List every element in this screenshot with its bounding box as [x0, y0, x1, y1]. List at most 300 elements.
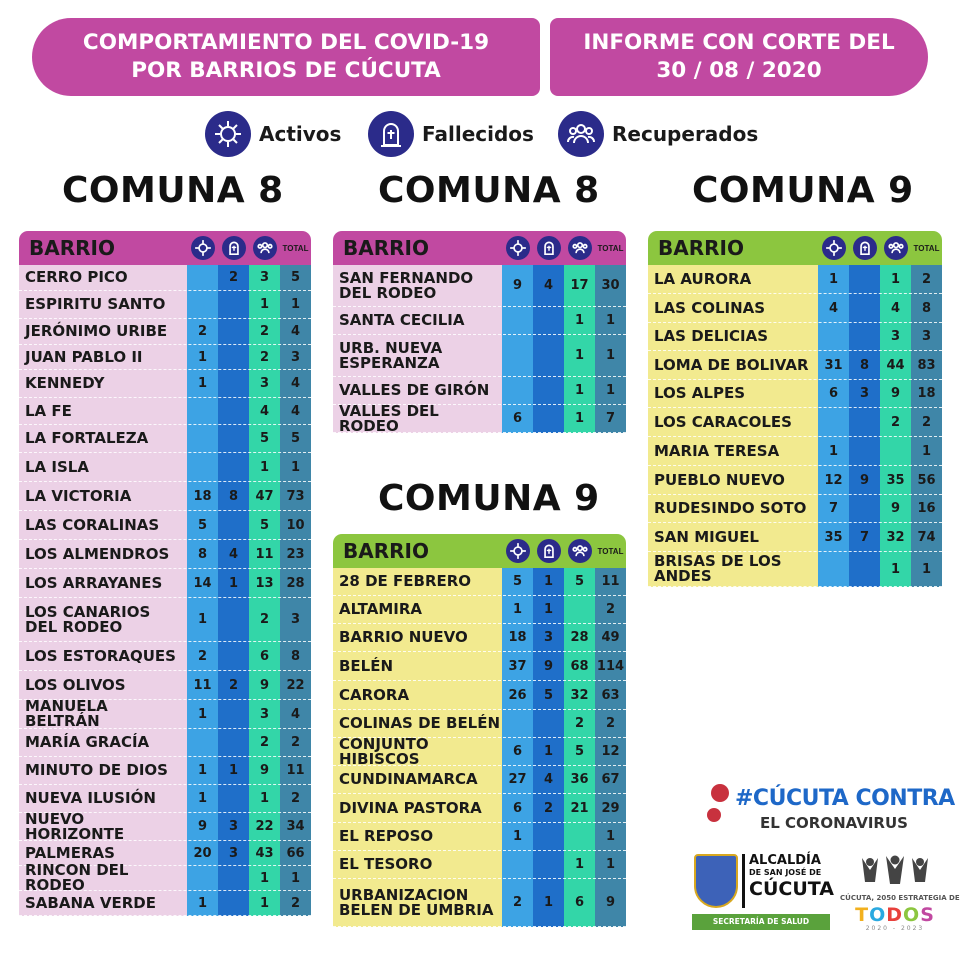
total-value: 3	[290, 349, 301, 365]
recuperados-value: 1	[259, 297, 270, 312]
total-value: 1	[290, 870, 301, 886]
recuperados-value: 5	[574, 574, 585, 589]
recuperados-value: 5	[259, 517, 270, 533]
table-row	[19, 861, 311, 894]
total-value: 1	[290, 297, 301, 312]
fallecidos-value: 1	[228, 763, 239, 778]
total-value: 1	[921, 443, 932, 459]
recuperados-value: 1	[259, 870, 270, 886]
barrio-name: LA FE	[25, 401, 72, 420]
activos-value: 9	[512, 278, 523, 293]
total-value: 8	[290, 648, 301, 664]
table-row	[333, 766, 626, 794]
table-row	[19, 598, 311, 642]
table-header	[648, 231, 942, 265]
recuperados-value: 4	[890, 300, 901, 316]
table-row	[19, 482, 311, 511]
barrio-name: NUEVO HORIZONTE	[25, 809, 125, 843]
activos-value: 6	[512, 411, 523, 426]
barrio-table-comuna-8-a	[19, 231, 311, 916]
barrio-name: SANTA CECILIA	[339, 311, 465, 329]
barrio-name: NUEVA ILUSIÓN	[25, 789, 156, 807]
table-row	[19, 345, 311, 370]
table-row	[333, 879, 626, 927]
table-row	[333, 624, 626, 652]
barrio-column-header: BARRIO	[343, 236, 429, 260]
total-value: 28	[286, 575, 305, 591]
todos-tagline: CÚCUTA, 2050 ESTRATEGIA DE	[840, 894, 960, 902]
coat-of-arms-icon	[694, 854, 738, 908]
barrio-column-header: BARRIO	[29, 236, 115, 260]
barrio-name: LA FORTALEZA	[25, 429, 149, 447]
table-row	[333, 596, 626, 624]
virus-icon	[707, 808, 721, 822]
total-value: 34	[286, 819, 305, 834]
barrio-name: CONJUNTO HIBISCOS	[339, 734, 429, 768]
barrio-name: ALTAMIRA	[339, 600, 423, 618]
table-row	[19, 671, 311, 700]
total-value: 66	[286, 845, 305, 861]
barrio-column-header: BARRIO	[658, 236, 744, 260]
activos-value: 2	[512, 895, 523, 910]
total-value: 10	[286, 517, 305, 533]
barrio-name: MANUELA BELTRÁN	[25, 697, 108, 730]
todos-logo	[840, 852, 960, 932]
activos-value: 5	[197, 517, 208, 533]
table-row	[648, 552, 942, 587]
table-row	[333, 851, 626, 879]
activos-value: 31	[824, 357, 843, 373]
barrio-name: LOMA DE BOLIVAR	[654, 355, 809, 374]
table-row	[648, 466, 942, 495]
tombstone-icon	[368, 111, 414, 157]
barrio-name: KENNEDY	[25, 374, 105, 392]
barrio-name: BARRIO NUEVO	[339, 628, 468, 646]
campaign-logo	[705, 776, 955, 836]
total-value: 63	[601, 687, 620, 703]
table-body	[19, 265, 311, 916]
recuperados-value: 2	[259, 324, 270, 339]
recuperados-value: 5	[259, 431, 270, 446]
table-header	[19, 231, 311, 265]
activos-value: 1	[197, 791, 208, 806]
todos-letter: S	[920, 904, 935, 926]
column-header-virus	[502, 539, 533, 563]
barrio-name: CUNDINAMARCA	[339, 770, 478, 788]
campaign-hashtag: #CÚCUTA CONTRA	[735, 786, 955, 811]
total-value: 4	[290, 706, 301, 722]
report-date-banner	[550, 18, 928, 96]
comuna-heading: COMUNA 9	[692, 170, 914, 211]
table-row	[19, 291, 311, 319]
table-row	[19, 453, 311, 482]
fallecidos-value: 8	[859, 357, 870, 373]
alcaldia-name	[742, 853, 834, 908]
total-value: 49	[601, 630, 620, 645]
barrio-name: LOS ALMENDROS	[25, 544, 170, 563]
activos-value: 1	[197, 376, 208, 391]
activos-value: 6	[828, 386, 839, 401]
todos-word	[840, 904, 950, 926]
barrio-name: LAS COLINAS	[654, 298, 766, 317]
total-value: 18	[917, 386, 936, 401]
fallecidos-value: 3	[228, 819, 239, 834]
activos-value: 6	[512, 744, 523, 759]
legend-recuperados-label: Recuperados	[612, 122, 759, 146]
total-value: 74	[917, 529, 936, 545]
tombstone-icon	[222, 236, 246, 260]
barrio-name: PUEBLO NUEVO	[654, 470, 785, 489]
table-row	[19, 757, 311, 785]
recuperados-value: 9	[890, 501, 901, 516]
recuperados-value: 2	[259, 735, 270, 750]
total-value: 83	[917, 357, 936, 373]
tombstone-icon	[537, 539, 561, 563]
virus-icon	[506, 236, 530, 260]
alcaldia-logo	[692, 848, 834, 934]
table-row	[19, 265, 311, 291]
fallecidos-value: 3	[543, 630, 554, 645]
recuperados-value: 68	[570, 658, 589, 674]
recuperados-value: 36	[570, 772, 589, 787]
total-value: 2	[921, 414, 932, 430]
activos-value: 27	[508, 772, 527, 787]
fallecidos-value: 1	[543, 574, 554, 589]
alcaldia-line-2: DE SAN JOSÉ DE	[749, 868, 822, 877]
recuperados-value: 2	[890, 414, 901, 430]
recuperados-value: 6	[259, 648, 270, 664]
barrio-name: LOS ARRAYANES	[25, 573, 163, 592]
recuperados-value: 2	[574, 716, 585, 731]
total-value: 1	[605, 829, 616, 844]
activos-value: 11	[193, 677, 212, 693]
table-row	[333, 710, 626, 738]
column-header-tombstone	[218, 236, 249, 260]
table-row	[648, 495, 942, 523]
activos-value: 1	[512, 829, 523, 844]
fallecidos-value: 4	[543, 278, 554, 293]
todos-letter: T	[855, 904, 870, 926]
barrio-name: LOS CANARIOS DEL RODEO	[25, 602, 151, 636]
recuperados-value: 3	[259, 376, 270, 391]
fallecidos-value: 4	[228, 546, 239, 562]
recuperados-value: 9	[259, 677, 270, 693]
table-row	[333, 652, 626, 681]
column-header-people	[880, 236, 911, 260]
alcaldia-line-3: CÚCUTA	[749, 878, 834, 900]
barrio-name: URBANIZACION BELEN DE UMBRIA	[339, 885, 494, 919]
recuperados-value: 2	[259, 349, 270, 365]
comuna-heading: COMUNA 8	[62, 170, 284, 211]
table-row	[333, 401, 626, 435]
activos-value: 1	[197, 612, 208, 627]
table-body	[333, 568, 626, 927]
table-row	[648, 351, 942, 380]
table-row	[19, 511, 311, 540]
table-row	[19, 891, 311, 916]
recuperados-value: 3	[259, 270, 270, 285]
table-row	[648, 323, 942, 351]
column-header-virus	[187, 236, 218, 260]
barrio-name: LOS ALPES	[654, 384, 746, 402]
barrio-name: MARÍA GRACÍA	[25, 733, 150, 751]
fallecidos-value: 3	[859, 386, 870, 401]
legend-fallecidos-label: Fallecidos	[422, 122, 534, 146]
barrio-name: JUAN PABLO II	[25, 347, 143, 366]
total-value: 73	[286, 488, 305, 504]
fallecidos-value: 1	[228, 575, 239, 591]
barrio-name: URB. NUEVA ESPERANZA	[339, 338, 443, 372]
total-value: 1	[290, 459, 301, 475]
total-value: 30	[601, 278, 620, 293]
table-row	[19, 319, 311, 345]
table-row	[19, 398, 311, 425]
todos-letter: O	[903, 904, 921, 926]
total-value: 29	[601, 800, 620, 816]
people-icon	[558, 111, 604, 157]
people-icon	[568, 236, 592, 260]
barrio-name: LA AURORA	[654, 269, 752, 288]
activos-value: 8	[197, 546, 208, 562]
total-value: 2	[605, 602, 616, 617]
recuperados-value: 4	[259, 403, 270, 419]
recuperados-value: 9	[259, 763, 270, 778]
table-row	[19, 642, 311, 671]
virus-icon	[205, 111, 251, 157]
title-line-1: COMPORTAMIENTO DEL COVID-19	[82, 30, 490, 55]
barrio-name: CERRO PICO	[25, 268, 128, 286]
column-header-virus	[818, 236, 849, 260]
total-value: 114	[596, 658, 625, 674]
recuperados-value: 3	[259, 706, 270, 722]
people-figures-icon	[852, 852, 938, 892]
table-row	[333, 568, 626, 596]
column-header-people	[249, 236, 280, 260]
activos-value: 6	[512, 800, 523, 816]
recuperados-value: 13	[255, 575, 274, 591]
barrio-name: MINUTO DE DIOS	[25, 761, 168, 779]
table-body	[648, 265, 942, 587]
barrio-name: LOS CARACOLES	[654, 412, 792, 431]
total-value: 23	[286, 546, 305, 562]
activos-value: 1	[512, 602, 523, 617]
people-icon	[884, 236, 908, 260]
activos-value: 1	[197, 895, 208, 911]
total-value: 1	[605, 313, 616, 328]
barrio-name: SABANA VERDE	[25, 893, 156, 912]
legend-activos-label: Activos	[259, 122, 342, 146]
activos-value: 1	[828, 271, 839, 287]
column-header-tombstone	[533, 539, 564, 563]
barrio-name: SAN MIGUEL	[654, 527, 759, 546]
total-value: 67	[601, 772, 620, 787]
comuna-heading: COMUNA 9	[378, 478, 600, 519]
total-value: 11	[286, 763, 305, 778]
barrio-name: EL TESORO	[339, 855, 433, 873]
total-value: 56	[917, 472, 936, 488]
recuperados-value: 1	[574, 348, 585, 363]
activos-value: 2	[197, 648, 208, 664]
total-value: 4	[290, 376, 301, 391]
recuperados-value: 1	[890, 271, 901, 287]
recuperados-value: 1	[259, 791, 270, 806]
activos-value: 2	[197, 324, 208, 339]
report-date: 30 / 08 / 2020	[656, 58, 822, 83]
fallecidos-value: 2	[228, 677, 239, 693]
total-value: 2	[290, 895, 301, 911]
barrio-name: RINCON DEL RODEO	[25, 861, 129, 894]
total-value: 2	[921, 271, 932, 287]
virus-icon	[506, 539, 530, 563]
recuperados-value: 21	[570, 800, 589, 816]
barrio-name: SAN FERNANDO DEL RODEO	[339, 268, 474, 302]
table-header	[333, 534, 626, 568]
table-row	[19, 540, 311, 569]
table-row	[333, 734, 626, 768]
barrio-name: LAS DELICIAS	[654, 327, 769, 345]
report-line-1: INFORME CON CORTE DEL	[583, 30, 895, 55]
barrio-name: LA VICTORIA	[25, 486, 132, 505]
table-row	[19, 729, 311, 757]
recuperados-value: 32	[886, 529, 905, 545]
recuperados-value: 1	[259, 895, 270, 911]
recuperados-value: 44	[886, 357, 905, 373]
table-row	[19, 697, 311, 730]
recuperados-value: 17	[570, 278, 589, 293]
fallecidos-value: 8	[228, 488, 239, 504]
virus-icon	[822, 236, 846, 260]
total-value: 1	[605, 383, 616, 398]
tombstone-icon	[537, 236, 561, 260]
recuperados-value: 1	[574, 857, 585, 872]
total-value: 12	[601, 744, 620, 759]
total-column-header: TOTAL	[282, 243, 309, 253]
table-row	[19, 809, 311, 843]
total-value: 11	[601, 574, 620, 589]
barrio-name: CARORA	[339, 685, 410, 704]
fallecidos-value: 3	[228, 845, 239, 861]
tombstone-icon	[853, 236, 877, 260]
table-row	[19, 370, 311, 398]
table-row	[19, 569, 311, 598]
barrio-name: VALLES DEL RODEO	[339, 401, 439, 435]
fallecidos-value: 1	[543, 744, 554, 759]
barrio-name: BELÉN	[339, 656, 394, 675]
recuperados-value: 2	[259, 612, 270, 627]
table-header	[333, 231, 626, 265]
people-icon	[253, 236, 277, 260]
recuperados-value: 6	[574, 895, 585, 910]
total-value: 2	[290, 791, 301, 806]
barrio-name: DIVINA PASTORA	[339, 798, 482, 817]
barrio-name: EL REPOSO	[339, 827, 434, 845]
barrio-name: MARIA TERESA	[654, 441, 780, 460]
activos-value: 7	[828, 501, 839, 516]
activos-value: 20	[193, 845, 212, 861]
activos-value: 4	[828, 300, 839, 316]
fallecidos-value: 5	[543, 687, 554, 703]
barrio-table-comuna-9-a	[333, 534, 626, 927]
recuperados-value: 35	[886, 472, 905, 488]
fallecidos-value: 2	[543, 800, 554, 816]
recuperados-value: 32	[570, 687, 589, 703]
table-body	[333, 265, 626, 433]
todos-word-text	[855, 904, 935, 926]
activos-value: 1	[197, 349, 208, 365]
activos-value: 37	[508, 658, 527, 674]
todos-years: 2020 - 2023	[865, 925, 925, 932]
barrio-column-header: BARRIO	[343, 539, 429, 563]
barrio-name: PALMERAS	[25, 843, 115, 862]
total-value: 5	[290, 431, 301, 446]
total-value: 8	[921, 300, 932, 316]
recuperados-value: 1	[574, 411, 585, 426]
total-value: 7	[605, 411, 616, 426]
legend-fallecidos	[368, 110, 534, 158]
recuperados-value: 43	[255, 845, 274, 861]
activos-value: 18	[193, 488, 212, 504]
table-row	[648, 380, 942, 408]
activos-value: 9	[197, 819, 208, 834]
fallecidos-value: 9	[859, 472, 870, 488]
comuna-heading: COMUNA 8	[378, 170, 600, 211]
barrio-name: BRISAS DE LOS ANDES	[654, 552, 782, 585]
title-line-2: POR BARRIOS DE CÚCUTA	[131, 58, 441, 83]
recuperados-value: 1	[574, 383, 585, 398]
activos-value: 5	[512, 574, 523, 589]
recuperados-value: 1	[574, 313, 585, 328]
activos-value: 1	[197, 706, 208, 722]
barrio-table-comuna-8-b	[333, 231, 626, 433]
total-value: 16	[917, 501, 936, 516]
activos-value: 12	[824, 472, 843, 488]
virus-icon	[711, 784, 729, 802]
fallecidos-value: 4	[543, 772, 554, 787]
fallecidos-value: 2	[228, 270, 239, 285]
fallecidos-value: 7	[859, 529, 870, 545]
fallecidos-value: 9	[543, 658, 554, 674]
table-row	[648, 408, 942, 437]
table-row	[333, 307, 626, 335]
recuperados-value: 11	[255, 546, 274, 562]
people-icon	[568, 539, 592, 563]
recuperados-value: 28	[570, 630, 589, 645]
recuperados-value: 47	[255, 488, 274, 504]
table-row	[648, 523, 942, 552]
table-row	[648, 294, 942, 323]
total-value: 3	[290, 612, 301, 627]
activos-value: 18	[508, 630, 527, 645]
activos-value: 1	[197, 763, 208, 778]
barrio-name: RUDESINDO SOTO	[654, 499, 807, 517]
alcaldia-line-1: ALCALDÍA	[749, 853, 821, 868]
recuperados-value: 1	[259, 459, 270, 475]
barrio-table-comuna-9-b	[648, 231, 942, 587]
table-row	[333, 794, 626, 823]
table-row	[333, 265, 626, 307]
legend-activos	[205, 110, 341, 158]
barrio-name: ESPIRITU SANTO	[25, 295, 166, 313]
campaign-subtitle: EL CORONAVIRUS	[760, 814, 908, 832]
table-row	[19, 785, 311, 813]
recuperados-value: 5	[574, 744, 585, 759]
column-header-tombstone	[533, 236, 564, 260]
table-row	[333, 681, 626, 710]
activos-value: 14	[193, 575, 212, 591]
total-value: 1	[605, 348, 616, 363]
activos-value: 26	[508, 687, 527, 703]
total-value: 4	[290, 403, 301, 419]
